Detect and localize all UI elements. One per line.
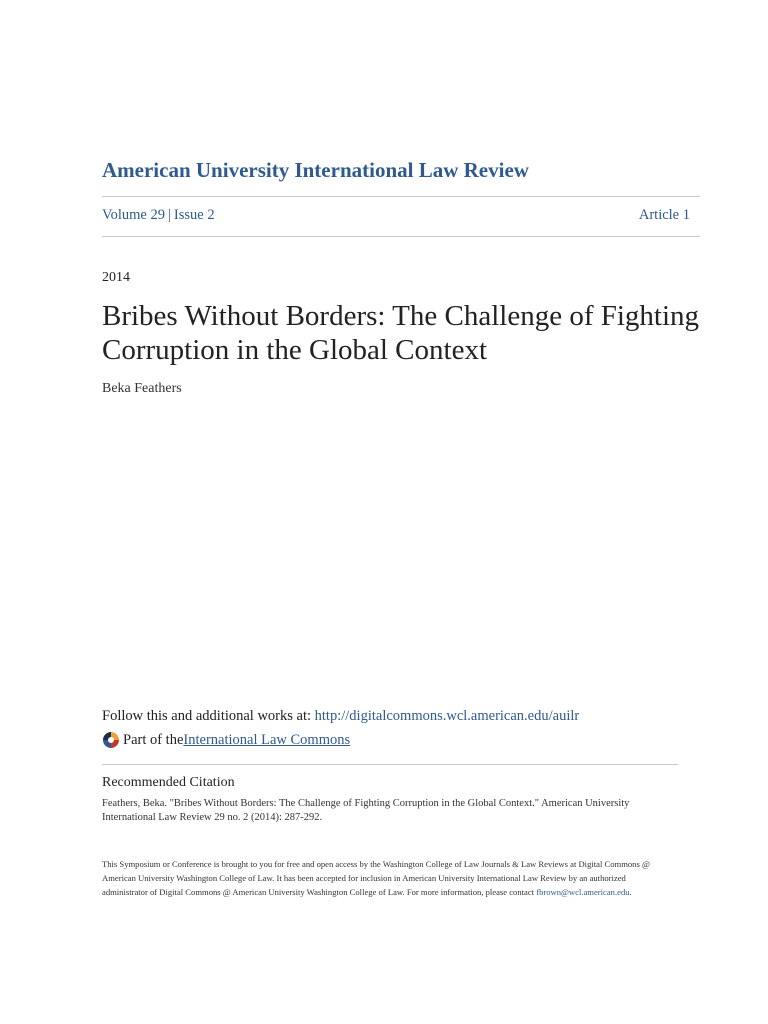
notice-text: This Symposium or Conference is brought to you for free and open access by the Washington College of Law Journals & Law Reviews at Digital Commons @ American University Washington College of Law. It has been accepted for inclusion in American University International Law Review by an authorized administrator of Digital Commons @ American University Washington College of Law. For more information, please contact <box>102 859 650 897</box>
issue-link[interactable]: Issue 2 <box>173 207 215 223</box>
contact-email-link[interactable]: fbrown@wcl.american.edu <box>536 887 630 897</box>
divider <box>102 764 678 765</box>
issue-line <box>102 207 690 224</box>
separator: | <box>167 207 171 223</box>
volume-link[interactable]: Volume 29 <box>102 207 165 223</box>
international-law-commons-link[interactable]: International Law Commons <box>183 731 351 748</box>
part-of-prefix: Part of the <box>123 731 184 748</box>
access-notice <box>102 857 672 899</box>
digital-commons-logo-icon <box>102 731 120 749</box>
journal-title-link[interactable]: American University International Law Review <box>102 158 529 182</box>
follow-prefix: Follow this and additional works at: <box>102 708 315 724</box>
repository-url-link[interactable]: http://digitalcommons.wcl.american.edu/auilr <box>314 708 580 724</box>
follow-line <box>102 708 579 725</box>
citation-text: Feathers, Beka. "Bribes Without Borders: The Challenge of Fighting Corruption in the Global Context." American University International Law Review 29 no. 2 (2014): 287-292. <box>102 798 630 823</box>
divider <box>102 236 700 237</box>
article-link[interactable]: Article 1 <box>638 207 690 223</box>
author-name: Beka Feathers <box>102 381 182 396</box>
article-title: Bribes Without Borders: The Challenge of Fighting Corruption in the Global Context <box>102 300 700 366</box>
part-of-line <box>102 731 350 749</box>
notice-suffix: . <box>629 887 632 897</box>
publication-year: 2014 <box>102 270 130 285</box>
citation-heading: Recommended Citation <box>102 775 235 790</box>
divider <box>102 196 700 197</box>
